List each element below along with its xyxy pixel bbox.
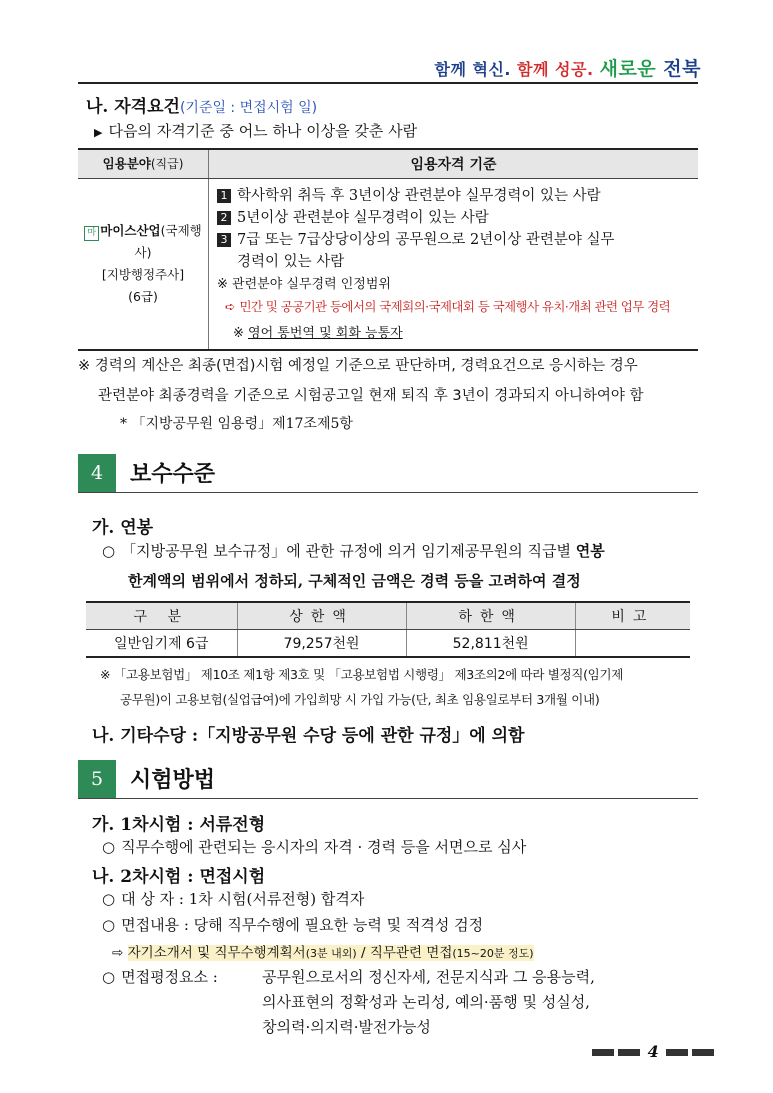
circle-bullet-icon: ○: [102, 542, 116, 560]
header-slogan: [435, 54, 702, 81]
salary-col-max: 상한액: [237, 602, 406, 630]
first-exam-heading: 가. 1차시험 : 서류전형: [92, 815, 266, 835]
exam-criteria-line1: 공무원으로서의 정신자세, 전문지식과 그 응용능력,: [262, 968, 595, 986]
slogan-part-4: 전북: [663, 58, 701, 80]
section-4-number: 4: [78, 454, 116, 492]
qualifications-table: [78, 148, 698, 351]
salary-heading: 가. 연봉: [92, 518, 154, 538]
criteria-item: [217, 185, 698, 207]
exam-criteria: [102, 966, 218, 987]
section-5-header: [78, 760, 698, 799]
language-note: [217, 323, 698, 345]
career-note-line1: ※ 경력의 계산은 최종(면접)시험 예정일 기준으로 판단하며, 경력요건으로 응시하는 경우: [78, 358, 638, 374]
other-allowance-text: 나. 기타수당 :「지방공무원 수당 등에 관한 규정」에 의함: [92, 726, 525, 746]
exam-detail-d: (15~20분 정도): [452, 947, 534, 960]
first-exam-text: [102, 836, 526, 857]
qualifications-intro-text: 다음의 자격기준 중 어느 하나 이상을 갖춘 사람: [108, 122, 418, 140]
number-box-icon: 1: [217, 189, 231, 203]
exam-criteria-line2: 의사표현의 정확성과 논리성, 예의·품행 및 성실성,: [262, 993, 590, 1011]
salary-table-header: [86, 602, 690, 630]
table-row: [78, 179, 698, 351]
insurance-note-line2: 공무원)이 고용보험(실업급여)에 가입희망 시 가입 가능(단, 최초 임용일로부터 3개월 이내): [120, 692, 600, 707]
qualifications-heading: [86, 92, 317, 117]
salary-cell-min: 52,811천원: [406, 630, 575, 658]
col-header-field-sub: (직급): [150, 157, 184, 171]
language-note-text: 영어 통번역 및 회화 능통자: [248, 326, 403, 341]
col-header-field-main: 임용분야: [102, 156, 151, 171]
salary-text-line2: 한계액의 범위에서 정하되, 구체적인 금액은 경력 등을 고려하여 결정: [128, 572, 581, 590]
criteria-text-cont: 경력이 있는 사람: [237, 254, 345, 270]
qualifications-heading-note: (기준일 : 면접시험 일): [179, 100, 318, 116]
salary-col-remark: 비고: [575, 602, 690, 630]
criteria-item: [217, 207, 698, 229]
circle-bullet-icon: ○: [102, 890, 116, 908]
col-header-field: [78, 149, 209, 179]
field-name-main: 마이스산업: [100, 223, 161, 238]
salary-cell-remark: [575, 630, 690, 658]
exam-target: [102, 888, 364, 909]
section-4-header: [78, 454, 698, 493]
law-reference: * 「지방공무원 임용령」제17조제5항: [120, 416, 353, 432]
arrow-right-icon: ➪: [225, 299, 240, 314]
exam-content-text: 면접내용 : 당해 직무수행에 필요한 능력 및 적격성 검정: [121, 916, 484, 934]
salary-col-min: 하한액: [406, 602, 575, 630]
salary-table: [86, 601, 690, 658]
scope-note: ※ 관련분야 실무경력 인정범위: [217, 277, 391, 292]
criteria-text: 학사학위 취득 후 3년이상 관련분야 실무경력이 있는 사람: [237, 188, 601, 204]
criteria-cell: [209, 179, 699, 351]
footer-bar-icon: [592, 1049, 614, 1056]
footer-bar-icon: [692, 1049, 714, 1056]
field-name: [79, 220, 207, 264]
circle-bullet-icon: ○: [102, 968, 116, 986]
salary-col-category: 구 분: [86, 602, 237, 630]
number-box-icon: 2: [217, 211, 231, 225]
exam-detail-a: 자기소개서 및 직무수행계획서: [127, 945, 306, 961]
insurance-note-line1: ※ 「고용보험법」 제10조 제1항 제3호 및 「고용보험법 시행령」 제3조의2에 따라 별정직(임기제: [100, 667, 624, 682]
slogan-part-3: 새로운: [599, 58, 664, 80]
salary-cell-max: 79,257천원: [237, 630, 406, 658]
qualifications-heading-text: 나. 자격요건: [86, 97, 180, 117]
language-note-prefix: ※: [233, 326, 249, 341]
exam-target-text: 대 상 자 : 1차 시험(서류전형) 합격자: [121, 890, 365, 908]
page-number: 4: [647, 1042, 659, 1061]
exam-detail-highlight: [128, 945, 534, 961]
triangle-bullet-icon: ▶: [94, 126, 103, 139]
number-box-icon: 3: [217, 233, 231, 247]
first-exam-text-content: 직무수행에 관련되는 응시자의 자격 · 경력 등을 서면으로 심사: [121, 838, 527, 856]
table-row: [86, 630, 690, 658]
exam-content: [102, 914, 483, 935]
exam-detail-c: / 직무관련 면접: [356, 945, 453, 961]
field-grade: (6급): [128, 289, 158, 304]
field-dept: [지방행정주사]: [101, 267, 185, 282]
other-allowance: [92, 721, 524, 746]
second-exam-heading: 나. 2차시험 : 면접시험: [92, 867, 266, 887]
slogan-part-1: 함께 혁신.: [434, 60, 518, 79]
arrow-right-icon: ⇨: [112, 945, 128, 961]
section-5-title: 시험방법: [130, 768, 216, 793]
field-cell: [78, 179, 209, 351]
field-name-sub: (국제행사): [134, 223, 202, 260]
qualifications-table-header: [78, 149, 698, 179]
section-4-title: 보수수준: [130, 462, 216, 487]
exam-criteria-line3: 창의력·의지력·발전가능성: [262, 1018, 431, 1036]
col-header-criteria: 임용자격 기준: [209, 149, 699, 179]
footer-bar-icon: [618, 1049, 640, 1056]
salary-text-a: 「지방공무원 보수규정」에 관한 규정에 의거 임기제공무원의 직급별: [121, 542, 576, 560]
circle-bullet-icon: ○: [102, 838, 116, 856]
exam-criteria-label: 면접평정요소 :: [121, 968, 218, 986]
qualifications-intro: [94, 120, 417, 141]
scope-detail-text: 민간 및 공공기관 등에서의 국제회의·국제대회 등 국제행사 유치·개최 관련 업무 경력: [239, 299, 671, 314]
page-footer: [590, 1042, 716, 1061]
salary-cell-category: 일반임기제 6급: [86, 630, 237, 658]
section-5-number: 5: [78, 760, 116, 798]
exam-content-detail: [112, 941, 534, 961]
salary-text-line1: [102, 540, 605, 561]
criteria-text: 5년이상 관련분야 실무경력이 있는 사람: [237, 210, 489, 226]
scope-detail: [217, 296, 698, 318]
salary-text-b: 연봉: [575, 542, 605, 560]
criteria-text: 7급 또는 7급상당이상의 공무원으로 2년이상 관련분야 실무: [237, 232, 615, 248]
career-note-line2: 관련분야 최종경력을 기준으로 시험공고일 현재 퇴직 후 3년이 경과되지 아니하여야 함: [98, 388, 644, 404]
circle-bullet-icon: ○: [102, 916, 116, 934]
mice-icon: 마: [84, 226, 99, 241]
criteria-item: [217, 229, 698, 273]
slogan-part-2: 함께 성공.: [517, 60, 600, 79]
exam-detail-b: (3분 내외): [305, 947, 357, 960]
header-divider: [78, 82, 698, 84]
footer-bar-icon: [666, 1049, 688, 1056]
